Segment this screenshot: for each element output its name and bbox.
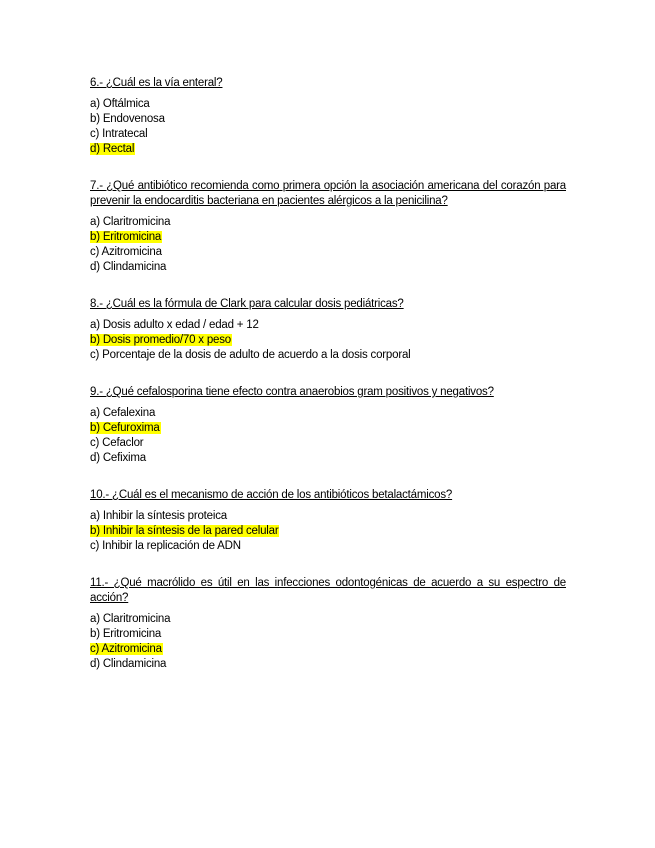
- question-title: 9.- ¿Qué cefalosporina tiene efecto contra anaerobios gram positivos y negativos?: [90, 386, 494, 398]
- answer-option-b-highlighted: b) Cefuroxima: [90, 422, 160, 434]
- answer-option-c: c) Cefaclor: [90, 437, 144, 449]
- answer-option-d: d) Clindamicina: [90, 658, 167, 670]
- answer-option-a: a) Cefalexina: [90, 407, 156, 419]
- answer-options: [90, 97, 566, 157]
- question-7: [90, 179, 566, 275]
- answer-option-d: d) Clindamicina: [90, 261, 167, 273]
- question-title: 8.- ¿Cuál es la fórmula de Clark para calcular dosis pediátricas?: [90, 298, 404, 310]
- answer-option-b: b) Eritromicina: [90, 628, 162, 640]
- answer-option-a: a) Claritromicina: [90, 613, 171, 625]
- document-page: [90, 76, 566, 694]
- answer-option-a: a) Oftálmica: [90, 98, 150, 110]
- answer-option-a: a) Dosis adulto x edad / edad + 12: [90, 319, 259, 331]
- question-11: [90, 576, 566, 672]
- question-title: 10.- ¿Cuál es el mecanismo de acción de los antibióticos betalactámicos?: [90, 489, 453, 501]
- answer-options: [90, 406, 566, 466]
- answer-option-c: c) Azitromicina: [90, 246, 162, 258]
- answer-option-b-highlighted: b) Dosis promedio/70 x peso: [90, 334, 231, 346]
- answer-option-a: a) Inhibir la síntesis proteica: [90, 510, 227, 522]
- answer-option-d-highlighted: d) Rectal: [90, 143, 135, 155]
- question-6: [90, 76, 566, 157]
- answer-option-c: c) Inhibir la replicación de ADN: [90, 540, 241, 552]
- answer-option-c: c) Intratecal: [90, 128, 148, 140]
- question-title: 11.- ¿Qué macrólido es útil en las infecciones odontogénicas de acuerdo a su espectro de acción?: [90, 577, 566, 604]
- question-9: [90, 385, 566, 466]
- answer-options: [90, 612, 566, 672]
- question-10: [90, 488, 566, 554]
- answer-option-b-highlighted: b) Eritromicina: [90, 231, 162, 243]
- answer-options: [90, 509, 566, 554]
- answer-option-c: c) Porcentaje de la dosis de adulto de acuerdo a la dosis corporal: [90, 349, 411, 361]
- answer-option-d: d) Cefixima: [90, 452, 146, 464]
- question-title: 7.- ¿Qué antibiótico recomienda como primera opción la asociación americana del corazón para prevenir la endocarditis bacteriana en pacientes alérgicos a la penicilina?: [90, 180, 566, 207]
- answer-option-b: b) Endovenosa: [90, 113, 165, 125]
- question-title: 6.- ¿Cuál es la vía enteral?: [90, 77, 223, 89]
- answer-option-a: a) Claritromicina: [90, 216, 171, 228]
- answer-option-c-highlighted: c) Azitromicina: [90, 643, 162, 655]
- answer-options: [90, 215, 566, 275]
- answer-options: [90, 318, 566, 363]
- question-8: [90, 297, 566, 363]
- answer-option-b-highlighted: b) Inhibir la síntesis de la pared celular: [90, 525, 279, 537]
